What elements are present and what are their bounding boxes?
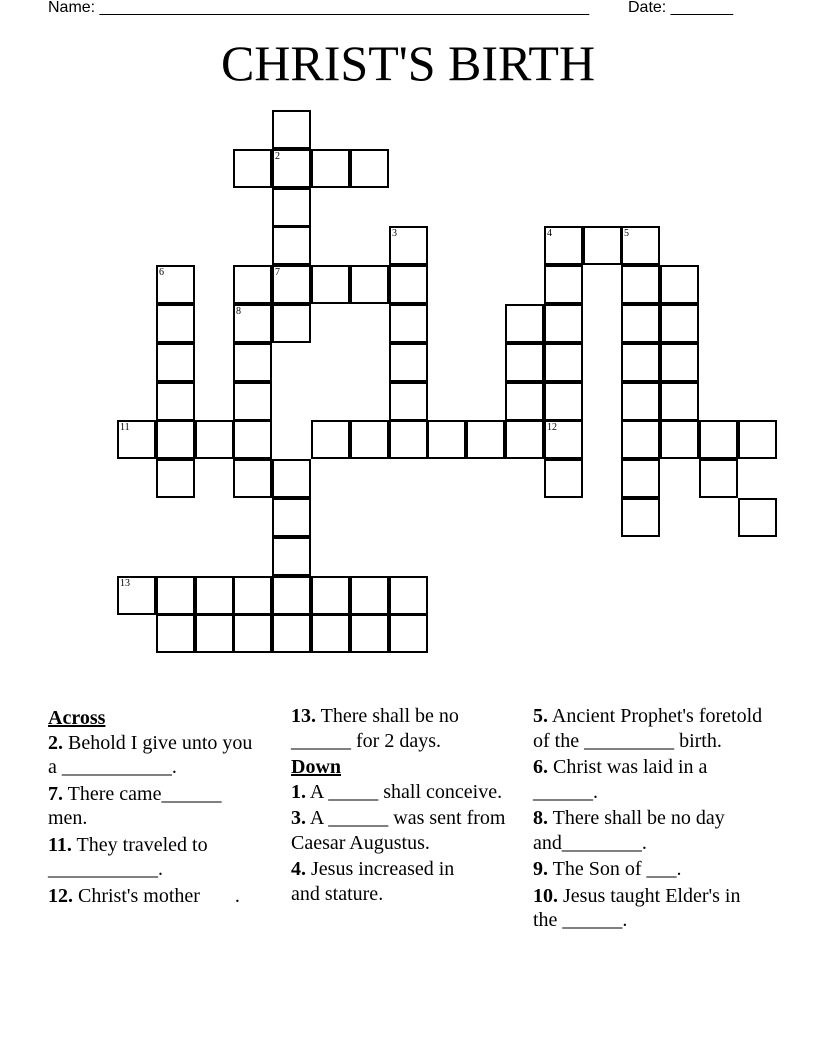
grid-cell[interactable] <box>466 420 505 459</box>
clue-number-label: 6 <box>159 267 164 278</box>
grid-cell[interactable] <box>505 304 544 343</box>
grid-cell[interactable] <box>272 149 311 188</box>
clue-column-1 <box>48 704 253 910</box>
clue-down-8 <box>533 806 763 855</box>
grid-cell[interactable] <box>621 304 660 343</box>
clue-number-label: 3 <box>392 228 397 239</box>
grid-cell[interactable] <box>233 265 272 304</box>
puzzle-title: CHRIST'S BIRTH <box>220 35 596 91</box>
clue-down-4 <box>291 857 513 906</box>
name-field: Name: _______________________________________________________ <box>48 0 589 16</box>
grid-cell[interactable] <box>272 614 311 653</box>
grid-cell[interactable] <box>233 459 272 498</box>
clue-text: Jesus taught Elder's in the ______. <box>533 884 741 931</box>
clue-number-label: 12 <box>547 422 557 433</box>
grid-cell[interactable] <box>272 188 311 227</box>
clue-down-6 <box>533 755 763 804</box>
clue-number-label: 5 <box>624 228 629 239</box>
grid-cell[interactable] <box>699 459 738 498</box>
clue-down-9 <box>533 857 763 882</box>
clue-number: 1. <box>291 780 306 803</box>
clue-text: There shall be no ______ for 2 days. <box>291 705 459 752</box>
grid-cell[interactable] <box>583 226 622 265</box>
grid-cell[interactable] <box>621 343 660 382</box>
clue-number: 3. <box>291 807 306 829</box>
clue-down-3 <box>291 806 513 855</box>
clue-number: 9. <box>533 858 548 880</box>
grid-cell[interactable] <box>117 576 156 615</box>
grid-cell[interactable] <box>544 226 583 265</box>
grid-cell[interactable] <box>156 343 195 382</box>
grid-cell[interactable] <box>311 149 350 188</box>
grid-cell[interactable] <box>350 149 389 188</box>
grid-cell[interactable] <box>389 304 428 343</box>
across-heading: Across <box>48 707 106 729</box>
grid-cell[interactable] <box>660 420 699 459</box>
grid-cell[interactable] <box>621 498 660 537</box>
grid-cell[interactable] <box>311 614 350 653</box>
grid-cell[interactable] <box>156 382 195 421</box>
clue-text: Christ's mother . <box>78 884 240 907</box>
grid-cell[interactable] <box>272 265 311 304</box>
grid-cell[interactable] <box>660 265 699 304</box>
clue-down-5 <box>533 704 763 753</box>
grid-cell[interactable] <box>621 459 660 498</box>
clue-number-label: 11 <box>120 422 130 433</box>
clue-text: Behold I give unto you a ___________. <box>48 731 253 778</box>
clue-text: Jesus increased in and stature. <box>291 858 515 905</box>
grid-cell[interactable] <box>233 614 272 653</box>
grid-cell[interactable] <box>311 265 350 304</box>
grid-cell[interactable] <box>738 498 777 537</box>
clue-text: There shall be no day and________. <box>533 807 725 854</box>
grid-cell[interactable] <box>505 420 544 459</box>
grid-cell[interactable] <box>738 420 777 459</box>
grid-cell[interactable] <box>544 343 583 382</box>
grid-cell[interactable] <box>389 420 428 459</box>
clue-number-label: 2 <box>275 151 280 162</box>
grid-cell[interactable] <box>272 110 311 149</box>
grid-cell[interactable] <box>699 420 738 459</box>
down-heading: Down <box>291 756 342 778</box>
grid-cell[interactable] <box>272 498 311 537</box>
grid-cell[interactable] <box>233 382 272 421</box>
grid-cell[interactable] <box>350 614 389 653</box>
grid-cell[interactable] <box>156 576 195 615</box>
clue-number: 13. <box>291 705 316 727</box>
grid-cell[interactable] <box>195 420 234 459</box>
clue-text: The Son of ___. <box>552 858 682 880</box>
clue-number-label: 7 <box>275 267 280 278</box>
grid-cell[interactable] <box>505 343 544 382</box>
clue-number: 2. <box>48 731 63 754</box>
grid-cell[interactable] <box>156 304 195 343</box>
grid-cell[interactable] <box>621 382 660 421</box>
clue-text: A ______ was sent from Caesar Augustus. <box>291 807 506 854</box>
clue-number: 11. <box>48 833 72 856</box>
grid-cell[interactable] <box>389 382 428 421</box>
grid-cell[interactable] <box>544 420 583 459</box>
grid-cell[interactable] <box>195 614 234 653</box>
grid-cell[interactable] <box>233 576 272 615</box>
grid-cell[interactable] <box>660 304 699 343</box>
grid-cell[interactable] <box>272 459 311 498</box>
clue-down-10 <box>533 884 763 933</box>
grid-cell[interactable] <box>350 265 389 304</box>
grid-cell[interactable] <box>621 265 660 304</box>
grid-cell[interactable] <box>272 576 311 615</box>
clue-text: There came______ men. <box>48 782 222 829</box>
grid-cell[interactable] <box>311 576 350 615</box>
grid-cell[interactable] <box>233 149 272 188</box>
clue-down-1 <box>291 780 513 805</box>
clue-number: 4. <box>291 858 306 880</box>
grid-cell[interactable] <box>272 537 311 576</box>
grid-cell[interactable] <box>350 420 389 459</box>
clue-across-11 <box>48 833 253 882</box>
grid-cell[interactable] <box>427 420 466 459</box>
grid-cell[interactable] <box>233 420 272 459</box>
grid-cell[interactable] <box>117 420 156 459</box>
grid-cell[interactable] <box>621 226 660 265</box>
grid-cell[interactable] <box>660 382 699 421</box>
grid-cell[interactable] <box>350 576 389 615</box>
clue-text: They traveled to ___________. <box>48 833 208 880</box>
grid-cell[interactable] <box>156 420 195 459</box>
grid-cell[interactable] <box>156 459 195 498</box>
clue-text: Ancient Prophet's foretold of the _________ birth. <box>533 705 763 752</box>
clue-column-2 <box>291 704 513 908</box>
clue-number-label: 8 <box>236 306 241 317</box>
clue-number: 5. <box>533 705 548 727</box>
clue-across-13 <box>291 704 513 753</box>
grid-cell[interactable] <box>621 420 660 459</box>
grid-cell[interactable] <box>195 576 234 615</box>
grid-cell[interactable] <box>544 265 583 304</box>
grid-cell[interactable] <box>389 614 428 653</box>
grid-cell[interactable] <box>311 420 350 459</box>
clue-text: Christ was laid in a ______. <box>533 756 708 803</box>
grid-cell[interactable] <box>156 265 195 304</box>
date-field: Date: _______ <box>628 0 733 16</box>
grid-cell[interactable] <box>233 343 272 382</box>
clue-across-2 <box>48 731 253 780</box>
grid-cell[interactable] <box>389 226 428 265</box>
grid-cell[interactable] <box>389 343 428 382</box>
clue-number: 7. <box>48 782 63 805</box>
clue-number-label: 4 <box>547 228 552 239</box>
clue-number: 12. <box>48 884 73 907</box>
clue-across-7 <box>48 782 253 831</box>
grid-cell[interactable] <box>389 265 428 304</box>
clue-number-label: 13 <box>120 578 130 589</box>
grid-cell[interactable] <box>389 576 428 615</box>
grid-cell[interactable] <box>156 614 195 653</box>
clue-number: 8. <box>533 807 548 829</box>
clue-across-12 <box>48 884 253 909</box>
grid-cell[interactable] <box>660 343 699 382</box>
grid-cell[interactable] <box>272 226 311 265</box>
grid-cell[interactable] <box>233 304 272 343</box>
grid-cell[interactable] <box>544 459 583 498</box>
clue-column-3 <box>533 704 763 935</box>
grid-cell[interactable] <box>544 382 583 421</box>
clue-number: 10. <box>533 884 558 907</box>
clue-text: A _____ shall conceive. <box>309 780 503 803</box>
grid-cell[interactable] <box>272 304 311 343</box>
grid-cell[interactable] <box>544 304 583 343</box>
clue-number: 6. <box>533 756 548 778</box>
grid-cell[interactable] <box>505 382 544 421</box>
